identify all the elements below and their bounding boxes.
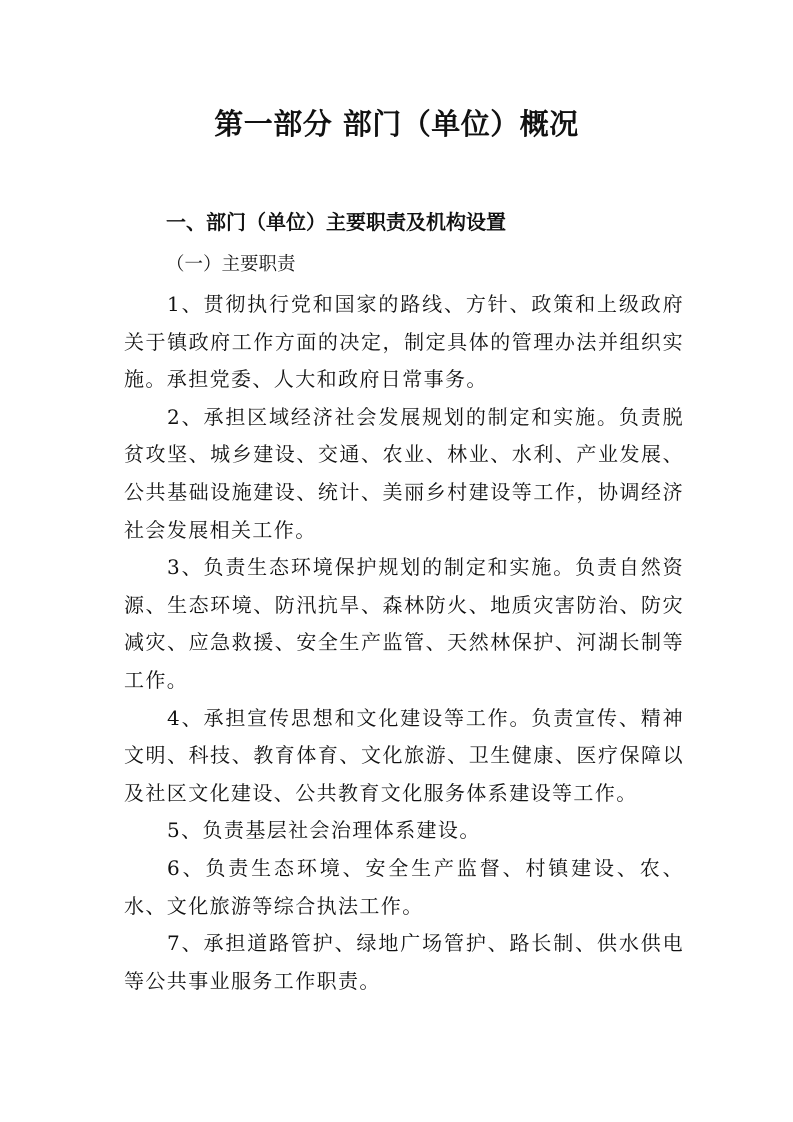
duty-paragraph-2: 2、承担区域经济社会发展规划的制定和实施。负责脱贫攻坚、城乡建设、交通、农业、林业、水利、产业发展、公共基础设施建设、统计、美丽乡村建设等工作，协调经济社会发展相关工作。 [124, 404, 684, 542]
duty-paragraph-7: 7、承担道路管护、绿地广场管护、路长制、供水供电等公共事业服务工作职责。 [124, 931, 684, 993]
sub-heading: （一）主要职责 [166, 254, 296, 275]
page-title: 第一部分 部门（单位）概况 [214, 107, 579, 141]
section-heading: 一、部门（单位）主要职责及机构设置 [166, 210, 506, 234]
duty-paragraph-4: 4、承担宣传思想和文化建设等工作。负责宣传、精神文明、科技、教育体育、文化旅游、卫生健康、医疗保障以及社区文化建设、公共教育文化服务体系建设等工作。 [124, 705, 684, 805]
duty-paragraph-5: 5、负责基层社会治理体系建设。 [167, 818, 481, 843]
duty-paragraph-6: 6、负责生态环境、安全生产监督、村镇建设、农、水、文化旅游等综合执法工作。 [124, 855, 684, 918]
duties-list [124, 286, 684, 1000]
duty-paragraph-1: 1、贯彻执行党和国家的路线、方针、政策和上级政府关于镇政府工作方面的决定，制定具体的管理办法并组织实施。承担党委、人大和政府日常事务。 [124, 292, 684, 392]
duty-paragraph-3: 3、负责生态环境保护规划的制定和实施。负责自然资源、生态环境、防汛抗旱、森林防火、地质灾害防治、防灾减灾、应急救援、安全生产监管、天然林保护、河湖长制等工作。 [124, 555, 684, 692]
